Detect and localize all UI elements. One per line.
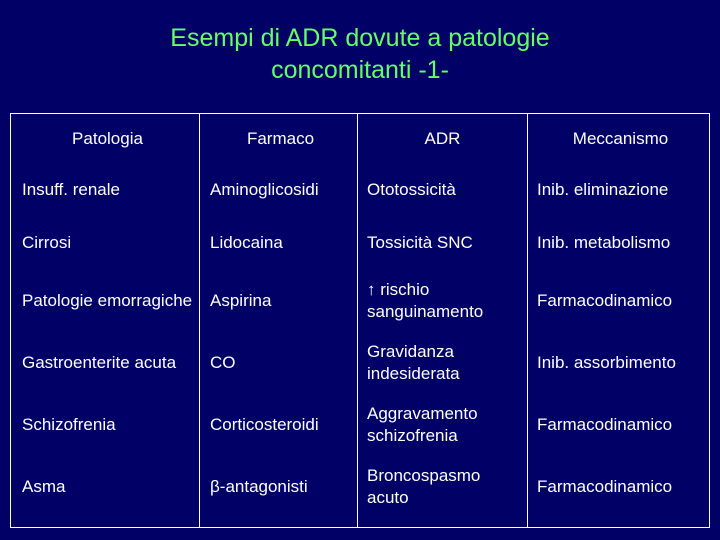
col-divider-2 bbox=[357, 113, 358, 528]
table-border-top bbox=[10, 113, 710, 114]
header-meccanismo: Meccanismo bbox=[572, 129, 669, 148]
cell-r1-farmaco: Lidocaina bbox=[210, 233, 283, 252]
cell-r5-adr: Broncospasmo acuto bbox=[367, 466, 481, 507]
cell-r3-meccanismo: Inib. assorbimento bbox=[537, 353, 676, 372]
cell-r1-patologia: Cirrosi bbox=[22, 233, 72, 252]
adr-table bbox=[10, 113, 710, 528]
cell-r5-patologia: Asma bbox=[22, 477, 66, 496]
col-divider-3 bbox=[527, 113, 528, 528]
cell-r2-adr: ↑ rischio sanguinamento bbox=[367, 280, 484, 321]
header-patologia: Patologia bbox=[72, 129, 143, 148]
table-border-right bbox=[709, 113, 710, 528]
cell-r5-farmaco: β-antagonisti bbox=[210, 477, 308, 496]
table-border-bottom bbox=[10, 527, 710, 528]
cell-r0-adr: Ototossicità bbox=[367, 180, 456, 199]
title-line-2: concomitanti -1- bbox=[271, 56, 449, 84]
cell-r0-meccanismo: Inib. eliminazione bbox=[537, 180, 669, 199]
cell-r1-meccanismo: Inib. metabolismo bbox=[537, 233, 671, 252]
cell-r2-patologia: Patologie emorragiche bbox=[22, 291, 193, 310]
cell-r3-adr: Gravidanza indesiderata bbox=[367, 342, 460, 383]
table-border-left bbox=[10, 113, 11, 528]
cell-r3-patologia: Gastroenterite acuta bbox=[22, 353, 177, 372]
cell-r4-adr: Aggravamento schizofrenia bbox=[367, 404, 478, 445]
cell-r3-farmaco: CO bbox=[210, 353, 236, 372]
cell-r4-meccanismo: Farmacodinamico bbox=[537, 415, 673, 434]
cell-r5-meccanismo: Farmacodinamico bbox=[537, 477, 673, 496]
cell-r0-farmaco: Aminoglicosidi bbox=[210, 180, 319, 199]
slide-title bbox=[0, 22, 720, 86]
header-farmaco: Farmaco bbox=[246, 129, 315, 148]
title-line-1: Esempi di ADR dovute a patologie bbox=[170, 24, 550, 52]
header-adr: ADR bbox=[424, 129, 461, 148]
cell-r4-farmaco: Corticosteroidi bbox=[210, 415, 319, 434]
col-divider-1 bbox=[199, 113, 200, 528]
cell-r2-farmaco: Aspirina bbox=[210, 291, 272, 310]
cell-r2-meccanismo: Farmacodinamico bbox=[537, 291, 673, 310]
cell-r0-patologia: Insuff. renale bbox=[22, 180, 120, 199]
cell-r4-patologia: Schizofrenia bbox=[22, 415, 116, 434]
cell-r1-adr: Tossicità SNC bbox=[367, 233, 473, 252]
